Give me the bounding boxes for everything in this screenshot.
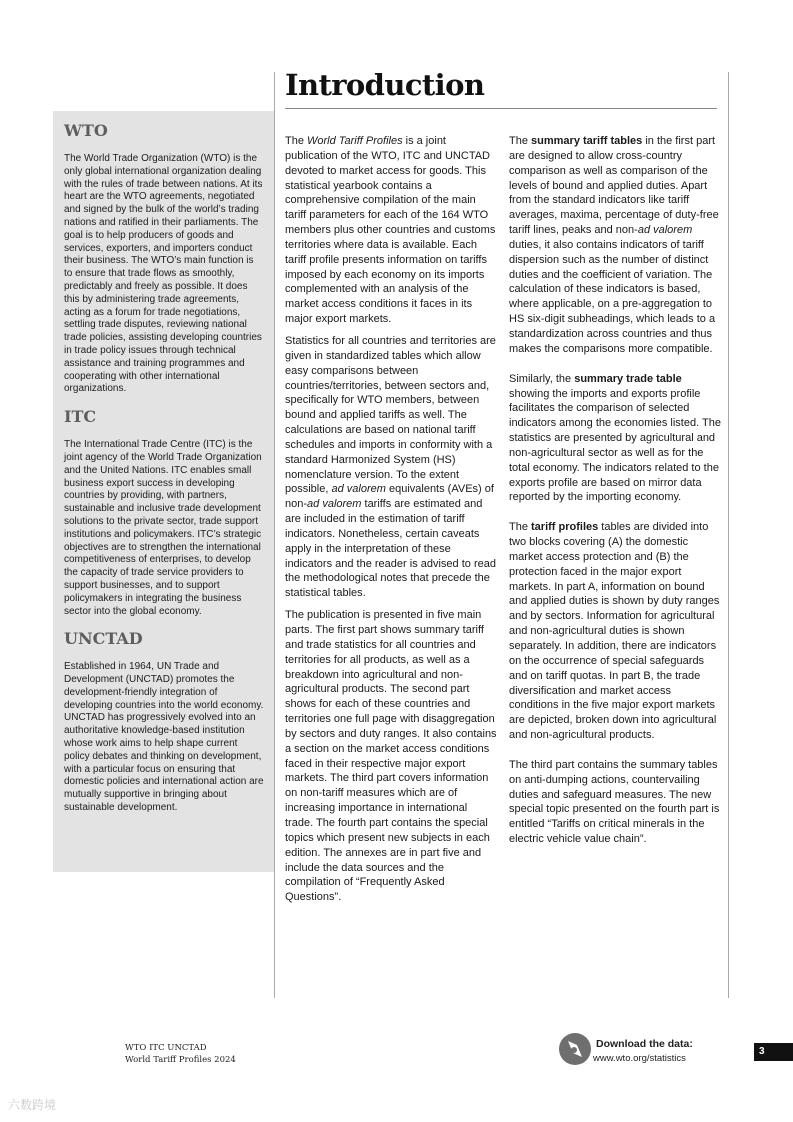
intro-column-right (509, 134, 722, 862)
download-link[interactable]: www.wto.org/statistics (593, 1053, 686, 1064)
paragraph: The tariff profiles tables are divided into two blocks covering (A) the domestic market access protection and (B) the protection faced in the major export markets. In part A, information on bound and applied duties is shown by duty ranges and by sectors. Information for agricultural and non-agricultural duties is shown separately. In addition, there are indicators on the occurrence of special safeguards and on tariff quotas. In part B, the trade diversification and market access conditions in the five major export markets are depicted, broken down into agricultural and non-agricultural products. (509, 521, 720, 742)
organizations-sidebar (53, 111, 274, 872)
paragraph: Statistics for all countries and territories are given in standardized tables which allow easy comparisons between countries/territories, between sectors and, specifically for WTO members, between bound and applied tariffs as well. The calculations are based on national tariff schedules and imports in conformity with a standard Harmonized System (HS) nomenclature version. To the extent possible, ad valorem equivalents (AVEs) of non-ad valorem tariffs are estimated and are included in the estimation of tariff indicators. Nonetheless, certain caveats apply in the interpretation of these indicators and the reader is advised to read the methodological notes that precede the statistical tables. (285, 334, 496, 600)
footer-publication (125, 1042, 236, 1066)
intro-column-left (285, 134, 498, 912)
column-divider-left (274, 72, 275, 998)
paragraph: The third part contains the summary tables on anti-dumping actions, countervailing duties and safeguard measures. The new special topic presented on the fourth part is entitled “Tariffs on critical minerals in the electric vehicle value chain”. (509, 758, 720, 846)
paragraph: The World Tariff Profiles is a joint publication of the WTO, ITC and UNCTAD devoted to market access for goods. This statistical yearbook contains a comprehensive compilation of the main tariff parameters for each of the 164 WTO members plus other countries and customs territories where data is available. Each tariff profile presents information on tariffs imposed by each economy on its imports complemented with an analysis of the market access conditions it faces in its major export markets. (285, 135, 496, 326)
unctad-description: Established in 1964, UN Trade and Development (UNCTAD) promotes the development-friendly integration of developing countries into the world economy. UNCTAD has progressively evolved into an authoritative knowledge-based institution whose work aims to help shape current policy debates and thinking on development, with a particular focus on ensuring that domestic policies and international action are mutually supportive in bringing about sustainable development. (64, 661, 264, 814)
paragraph: The publication is presented in five main parts. The first part shows summary tariff and trade statistics for all countries and territories for all products, as well as a breakdown into agricultural and non-agricultural products. The second part shows for each of these countries and territories one full page with disaggregation by sectors and duty ranges. It also contains a section on the market access conditions faced in their respective major export markets. The third part covers information on non-tariff measures which are of increasing importance in international trade. The fourth part contains the special topics which present new subjects in each edition. The annexes are in part five and include the data sources and the compilation of “Frequently Asked Questions”. (285, 609, 497, 904)
itc-heading: ITC (64, 407, 97, 427)
paragraph: Similarly, the summary trade table showing the imports and exports profile facilitates the comparison of selected indicators among the economies listed. The statistics are presented by agricultural and non-agricultural sector as well as for the total economy. The indicators related to the exports profile are based on mirror data reported by the importing economy. (509, 372, 721, 504)
wto-description: The World Trade Organization (WTO) is the only global international organization dealing with the rules of trade between nations. At its heart are the WTO agreements, negotiated and signed by the bulk of the world’s trading nations and ratified in their parliaments. The goal is to help producers of goods and services, exporters, and importers conduct their business. The WTO’s main function is to ensure that trade flows as smoothly, predictably and freely as possible. It does this by administering trade agreements, acting as a forum for trade negotiations, settling trade disputes, reviewing national trade policies, assisting developing countries in trade policy issues through technical assistance and training programmes and cooperating with other international organizations. (64, 153, 263, 395)
paragraph: The summary tariff tables in the first part are designed to allow cross-country comparison as well as comparison of the levels of bound and applied duties. Apart from the standard indicators like tariff averages, maxima, percentage of duty-free tariff lines, peaks and non-ad valorem duties, it also contains indicators of tariff dispersion such as the number of distinct duties and the coefficient of variation. The calculation of these indicators is based, where applicable, on a pre-aggregation to HS six-digit subheadings, which leads to a standardization across countries and thus makes the comparisons more compatible. (509, 135, 719, 355)
footer-org-line: WTO ITC UNCTAD (125, 1043, 207, 1053)
title-rule (285, 108, 717, 109)
footer-title-line: World Tariff Profiles 2024 (125, 1055, 236, 1065)
watermark: 六数跨境 (8, 1098, 57, 1112)
page-title: Introduction (285, 68, 485, 102)
column-divider-right (728, 72, 729, 998)
download-data-icon[interactable] (558, 1032, 592, 1066)
unctad-heading: UNCTAD (64, 629, 143, 649)
itc-description: The International Trade Centre (ITC) is the joint agency of the World Trade Organization and the United Nations. ITC enables small business export success in developing countries by providing, with partners, sustainable and inclusive trade development solutions to the private sector, trade support institutions and policymakers. ITC’s strategic objectives are to strengthen the international competitiveness of enterprises, to develop the capacity of trade service providers to support businesses, and to support policymakers in integrating the business sector into the global economy. (64, 439, 262, 617)
download-title: Download the data: (596, 1038, 693, 1050)
wto-heading: WTO (64, 121, 108, 140)
page-number: 3 (754, 1043, 793, 1061)
publication-title: World Tariff Profiles (307, 135, 403, 147)
